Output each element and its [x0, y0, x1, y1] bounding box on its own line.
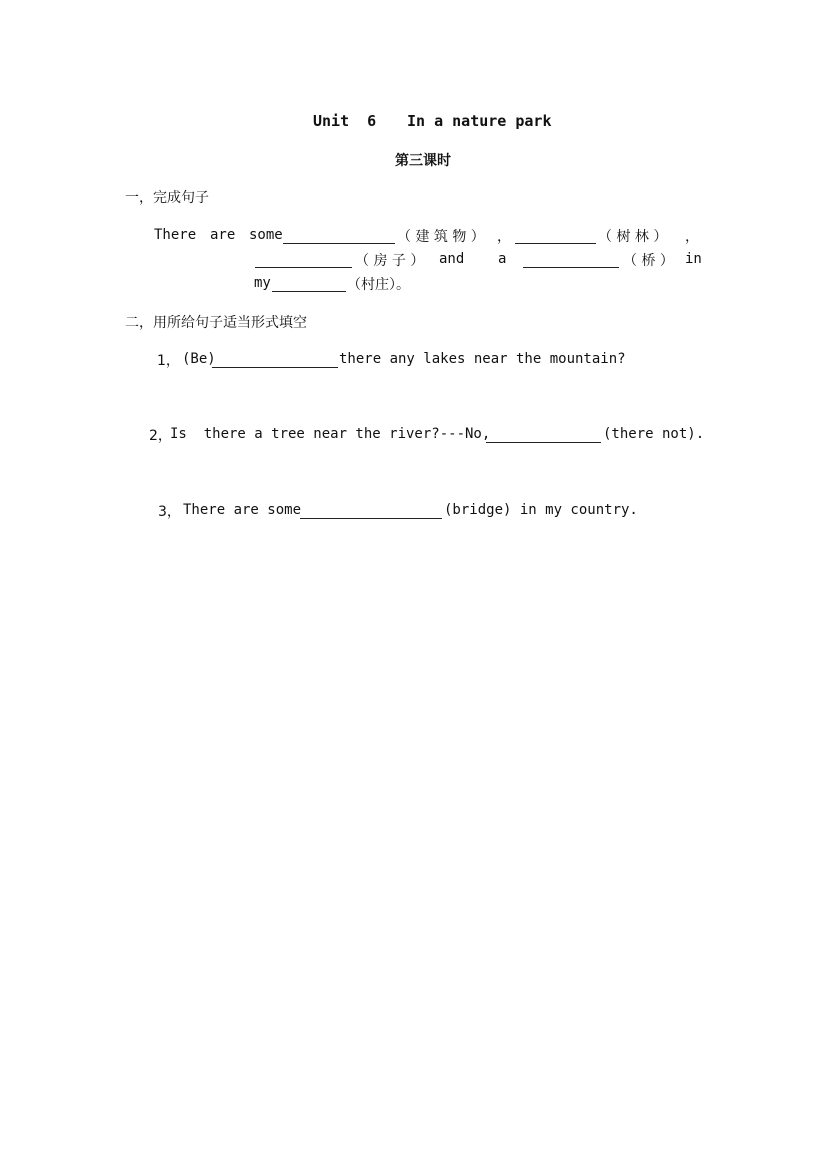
lesson-label: 第三课时 — [395, 153, 451, 169]
word-a: a — [498, 251, 507, 267]
unit-title: In a nature park — [407, 112, 552, 130]
word-some: some — [249, 227, 283, 243]
comma-1: ， — [497, 229, 511, 245]
word-and: and — [439, 251, 465, 267]
blank-forest[interactable] — [515, 243, 596, 244]
hint-forest: （ 树 林 ） — [598, 229, 668, 245]
q1-number: 1， — [157, 353, 180, 369]
hint-village: （村庄）。 — [347, 277, 410, 293]
section2-heading: 二，用所给句子适当形式填空 — [125, 315, 307, 331]
blank-houses[interactable] — [255, 267, 352, 268]
q3-suffix: (bridge) in my country. — [444, 502, 638, 518]
word-there: There — [154, 227, 197, 243]
q2-number: 2， — [149, 428, 172, 444]
hint-houses: （ 房 子 ） — [355, 253, 425, 269]
word-my: my — [254, 275, 271, 291]
q1-blank[interactable] — [212, 367, 338, 368]
q3-blank[interactable] — [300, 518, 442, 519]
q2-suffix: (there not). — [603, 426, 705, 442]
q2-prefix: Is there a tree near the river?---No, — [170, 426, 491, 442]
section1-heading: 一，完成句子 — [125, 190, 209, 206]
blank-village[interactable] — [272, 291, 346, 292]
q3-number: 3， — [158, 504, 181, 520]
word-are: are — [210, 227, 236, 243]
q1-prefix: (Be) — [182, 351, 216, 367]
blank-buildings[interactable] — [283, 243, 395, 244]
word-in: in — [685, 251, 702, 267]
q1-suffix: there any lakes near the mountain? — [339, 351, 626, 367]
hint-buildings: （ 建 筑 物 ） — [397, 229, 485, 245]
hint-bridge: （ 桥 ） — [623, 253, 674, 269]
unit-number: Unit 6 — [313, 112, 377, 130]
comma-2: ， — [685, 229, 699, 245]
q3-prefix: There are some — [183, 502, 302, 518]
blank-bridge[interactable] — [523, 267, 619, 268]
q2-blank[interactable] — [486, 442, 601, 443]
